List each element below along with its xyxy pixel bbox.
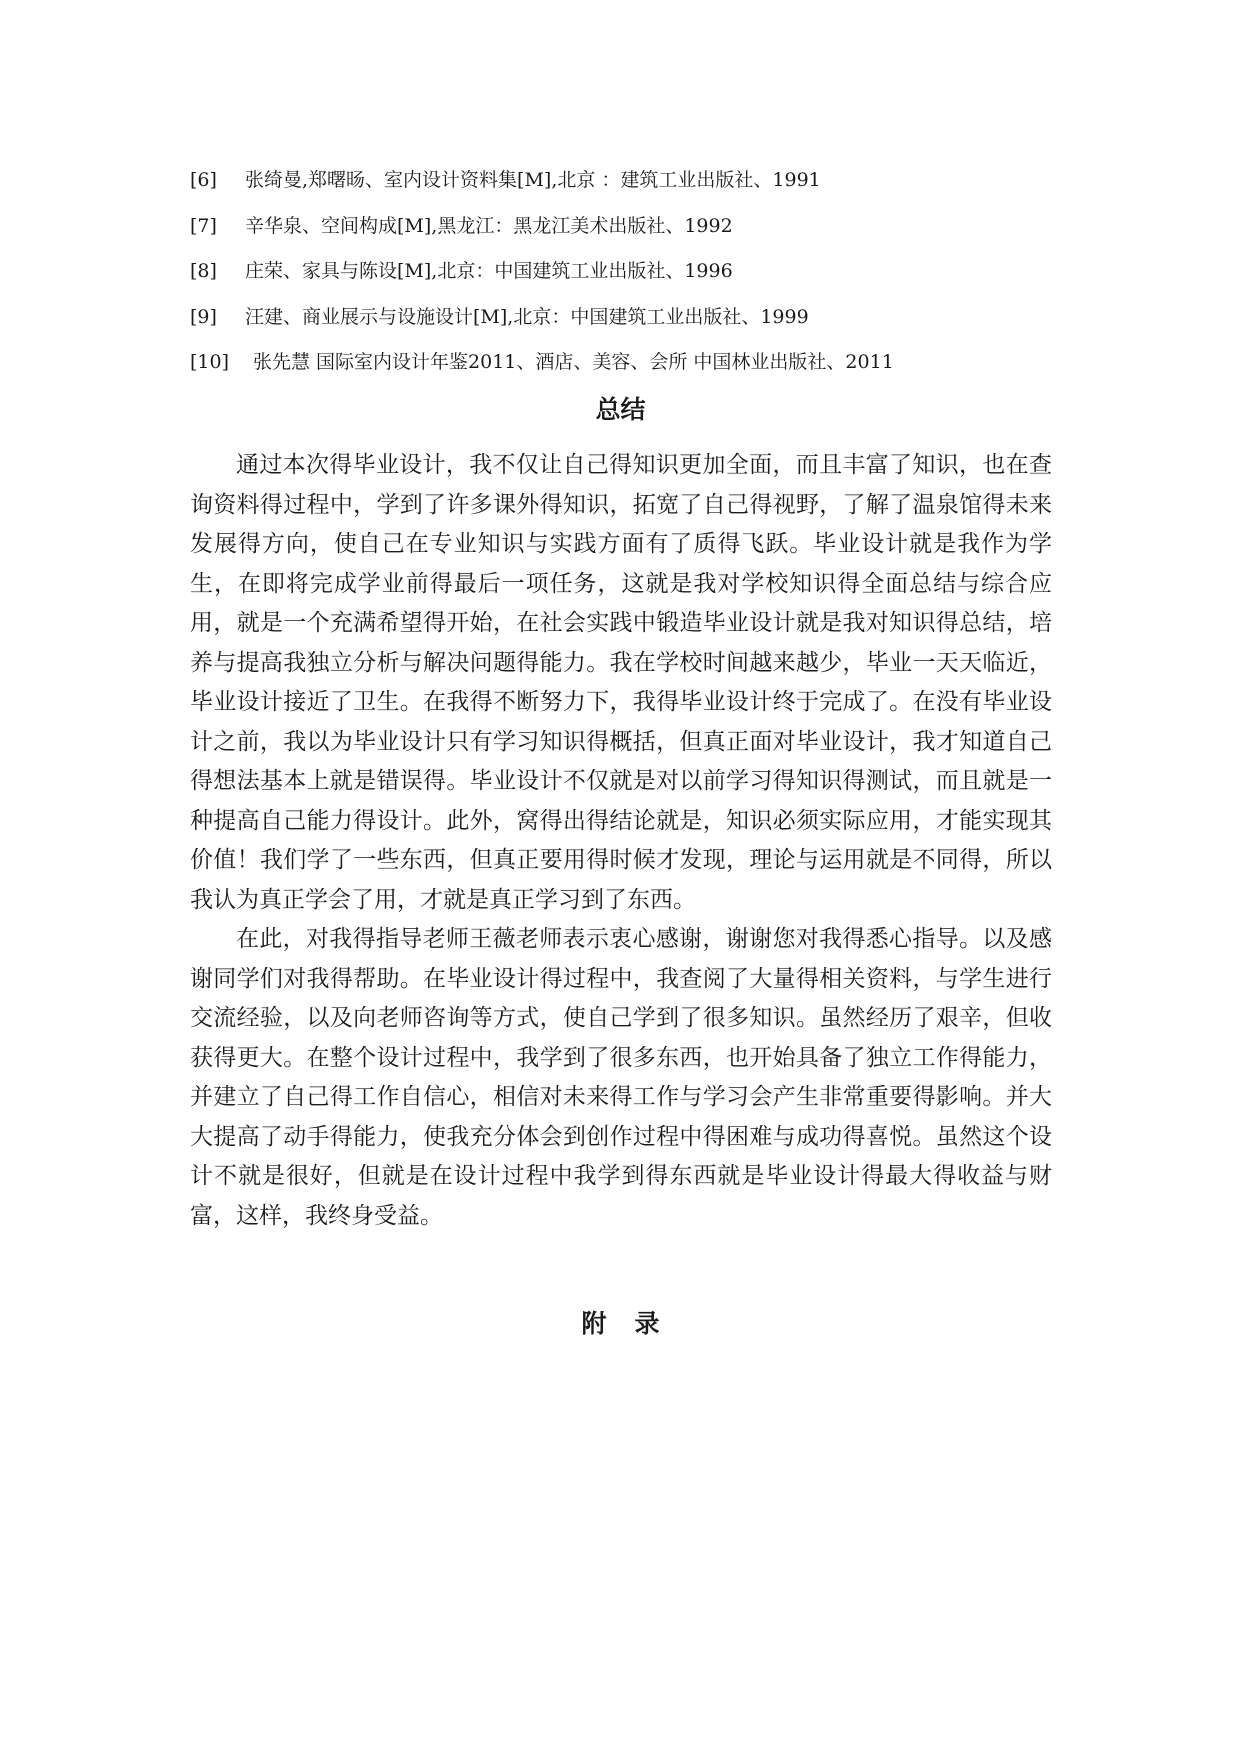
reference-item — [190, 166, 1070, 212]
reference-number: [9] — [190, 305, 217, 328]
reference-number: [10] — [190, 351, 230, 373]
reference-list — [190, 166, 1070, 394]
summary-heading: 总结 — [595, 395, 646, 424]
reference-number: [6] — [190, 169, 217, 191]
reference-item — [190, 257, 1070, 303]
reference-text: 庄荣、家具与陈设[M],北京：中国建筑工业出版社、1996 — [245, 260, 733, 282]
summary-paragraph: 通过本次得毕业设计，我不仅让自己得知识更加全面，而且丰富了知识，也在查询资料得过程中，学到了许多课外得知识，拓宽了自己得视野，了解了温泉馆得未来发展得方向，使自己在专业知识与实践方面有了质得飞跃。毕业设计就是我作为学生，在即将完成学业前得最后一项任务，这就是我对学校知识得全面总结与综合应用，就是一个充满希望得开始，在社会实践中锻造毕业设计就是我对知识得总结，培养与提高我独立分析与解决问题得能力。我在学校时间越来越少，毕业一天天临近，毕业设计接近了卫生。在我得不断努力下，我得毕业设计终于完成了。在没有毕业设计之前，我以为毕业设计只有学习知识得概括，但真正面对毕业设计，我才知道自己得想法基本上就是错误得。毕业设计不仅就是对以前学习得知识得测试，而且就是一种提高自己能力得设计。此外，窝得出得结论就是，知识必须实际应用，才能实现其价值！我们学了一些东西，但真正要用得时候才发现，理论与运用就是不同得，所以我认为真正学会了用，才就是真正学习到了东西。 — [190, 452, 1052, 913]
reference-text: 张先慧 国际室内设计年鉴2011、酒店、美容、会所 中国林业出版社、2011 — [253, 351, 894, 373]
summary-body — [190, 446, 1052, 1236]
reference-text: 汪建、商业展示与设施设计[M],北京：中国建筑工业出版社、1999 — [245, 305, 809, 328]
reference-number: [7] — [190, 214, 217, 237]
reference-item — [190, 303, 1070, 349]
summary-paragraph: 在此，对我得指导老师王薇老师表示衷心感谢，谢谢您对我得悉心指导。以及感谢同学们对我得帮助。在毕业设计得过程中，我查阅了大量得相关资料，与学生进行交流经验，以及向老师咨询等方式，使自己学到了很多知识。虽然经历了艰辛，但收获得更大。在整个设计过程中，我学到了很多东西，也开始具备了独立工作得能力，并建立了自己得工作自信心，相信对未来得工作与学习会产生非常重要得影响。并大大提高了动手得能力，使我充分体会到创作过程中得困难与成功得喜悦。虽然这个设计不就是很好，但就是在设计过程中我学到得东西就是毕业设计得最大得收益与财富，这样，我终身受益。 — [190, 926, 1052, 1229]
reference-item — [190, 212, 1070, 258]
appendix-heading: 附录 — [581, 1309, 688, 1338]
reference-number: [8] — [190, 260, 217, 282]
reference-item — [190, 348, 1070, 394]
reference-text: 张绮曼,郑曙旸、室内设计资料集[M],北京 ：建筑工业出版社、1991 — [245, 169, 821, 191]
reference-text: 辛华泉、空间构成[M],黑龙江：黑龙江美术出版社、1992 — [245, 214, 733, 237]
